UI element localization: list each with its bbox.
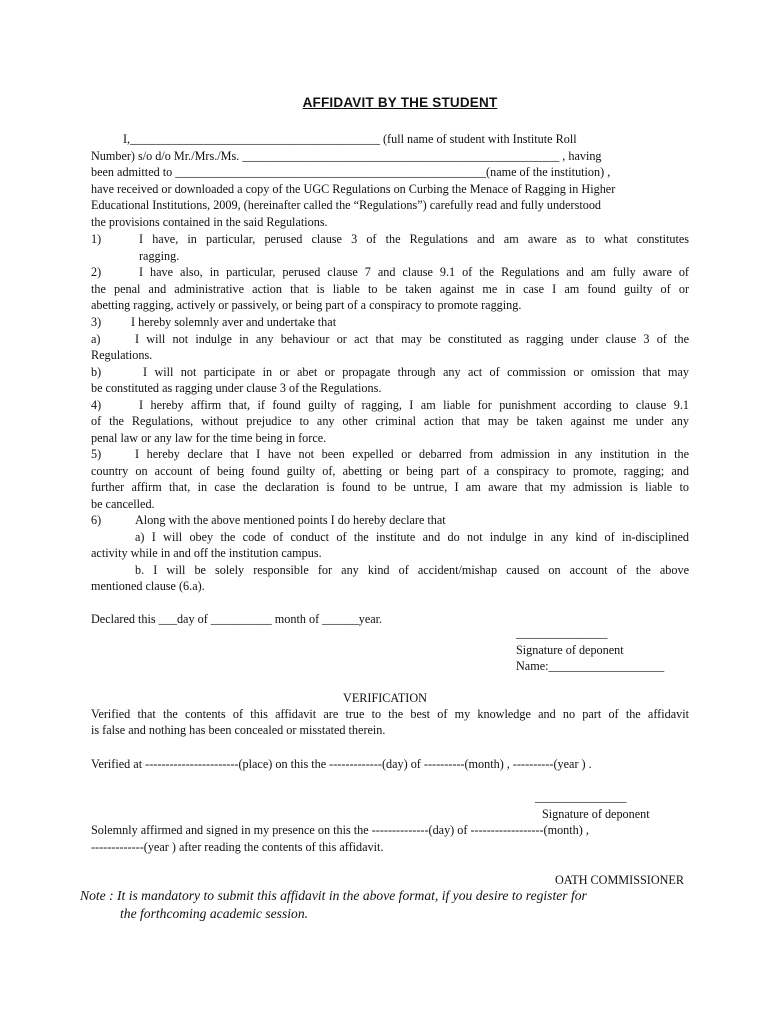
intro-line: Educational Institutions, 2009, (hereinafter called the “Regulations”) carefully read and fully understood [91,198,602,212]
declared-line: Declared this ___day of __________ month of ______year. [91,612,383,626]
clause-text: I have, in particular, perused clause 3 of the Regulations and am aware as to what constitutes [139,232,689,246]
signature-line: _______________ [535,790,627,804]
verification-heading: VERIFICATION [343,691,427,705]
clause-text: I hereby solemnly aver and undertake that [131,315,337,329]
clause-text: abetting ragging, actively or passively, or being part of a conspiracy to promote ragging. [91,298,522,312]
clause-text: I will not indulge in any behaviour or act that may be constituted as ragging under clause 3 of the [135,332,689,346]
intro-line: I,_________________________________________ (full name of student with Institute Roll [123,132,577,146]
intro-line: the provisions contained in the said Regulations. [91,215,328,229]
note-line: the forthcoming academic session. [120,906,309,921]
clause-text: I will not participate in or abet or propagate through any act of commission or omission that may [143,365,689,379]
clause-text: Along with the above mentioned points I do hereby declare that [135,513,446,527]
solemn-line: Solemnly affirmed and signed in my presence on this the --------------(day) of ------------------(month) , [91,823,589,837]
sub-clause-text: mentioned clause (6.a). [91,579,205,593]
clause-text: be constituted as ragging under clause 3 of the Regulations. [91,381,382,395]
sub-clause-text: activity while in and off the institution campus. [91,546,322,560]
clause-text: further affirm that, in case the declaration is found to be untrue, I am aware that my admission is liable to [91,480,689,494]
clause-number: 4) [91,398,102,412]
verified-at-line: Verified at -----------------------(place) on this the -------------(day) of ----------(month) , ----------(year ) . [91,757,592,771]
clause-text: I hereby affirm that, if found guilty of ragging, I am liable for punishment according to clause 9.1 [139,398,689,412]
clause-number: 1) [91,232,102,246]
clause-text: ragging. [139,249,180,263]
clause-number: 3) [91,315,102,329]
clause-text: Regulations. [91,348,153,362]
clause-text: of the Regulations, without prejudice to any other criminal action that may be taken against me under any [91,414,689,428]
clause-number: 5) [91,447,102,461]
clause-text: penal law or any law for the time being in force. [91,431,327,445]
clause-text: country on account of being found guilty of, abetting or being part of a conspiracy to promote, ragging; and [91,464,689,478]
document-title: AFFIDAVIT BY THE STUDENT [302,95,498,110]
signature-label: Signature of deponent [542,807,650,821]
intro-line: have received or downloaded a copy of the UGC Regulations on Curbing the Menace of Ragging in Higher [91,182,616,196]
clause-number: b) [91,365,102,379]
intro-line: Number) s/o d/o Mr./Mrs./Ms. ____________________________________________________ , having [91,149,602,163]
name-line: Name:___________________ [516,659,665,673]
signature-label: Signature of deponent [516,643,624,657]
verification-text: Verified that the contents of this affidavit are true to the best of my knowledge and no part of the affidavit [91,707,689,721]
sub-clause-text: b. I will be solely responsible for any kind of accident/mishap caused on account of the above [135,563,689,577]
signature-line: _______________ [516,626,608,640]
clause-number: 6) [91,513,102,527]
clause-text: be cancelled. [91,497,155,511]
oath-commissioner: OATH COMMISSIONER [555,873,684,887]
clause-text: I have also, in particular, perused clause 7 and clause 9.1 of the Regulations and am fully aware of [139,265,689,279]
clause-number: 2) [91,265,102,279]
verification-text: is false and nothing has been concealed or misstated therein. [91,723,386,737]
clause-text: the penal and administrative action that is liable to be taken against me in case I am found guilty of or [91,282,689,296]
clause-text: I hereby declare that I have not been expelled or debarred from admission in any institution in the [135,447,689,461]
clause-number: a) [91,332,101,346]
intro-line: been admitted to ___________________________________________________(name of the institution) , [91,165,611,179]
sub-clause-text: a) I will obey the code of conduct of the institute and do not indulge in any kind of in-disciplined [135,530,689,544]
note-line: Note : It is mandatory to submit this affidavit in the above format, if you desire to register for [80,888,587,903]
solemn-line: -------------(year ) after reading the contents of this affidavit. [91,840,384,854]
